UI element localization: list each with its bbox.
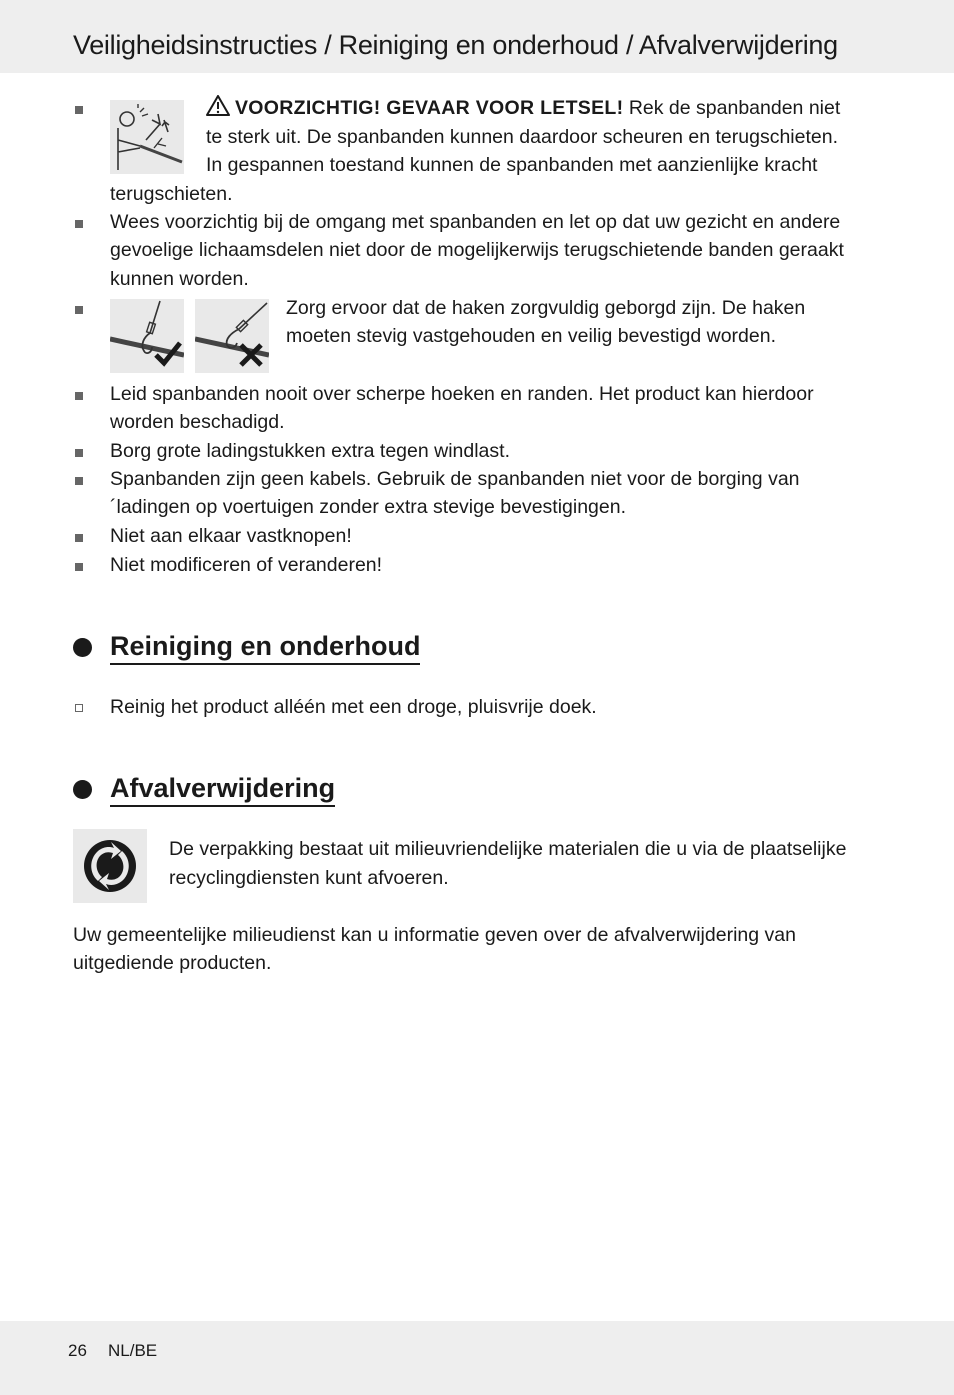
page-number: 26 [68, 1341, 87, 1360]
bullet [75, 392, 83, 400]
item3-line-1: Zorg ervoor dat de haken zorgvuldig geborgd zijn. De haken [286, 297, 806, 319]
warning-line-2: te sterk uit. De spanbanden kunnen daardoor scheuren en terugschieten. [206, 126, 839, 148]
locale-label: NL/BE [108, 1341, 158, 1360]
bullet-open [75, 704, 83, 712]
bullet [75, 106, 83, 114]
bullet [75, 220, 83, 228]
bullet [75, 534, 83, 542]
warning-line-3: In gespannen toestand kunnen de spanbanden met aanzienlijke kracht [206, 154, 818, 176]
item4-line-2: worden beschadigd. [110, 411, 285, 433]
disposal-heading: Afvalverwijdering [110, 773, 335, 807]
bullet [75, 477, 83, 485]
item2-line-2: gevoelige lichaamsdelen niet door de mogelijkerwijs terugschietende banden geraakt [110, 239, 844, 261]
item2-line-3: kunnen worden. [110, 268, 249, 290]
bullet [75, 306, 83, 314]
warning-line-1 [235, 94, 840, 123]
disposal-para1-line-2: recyclingdiensten kunt afvoeren. [169, 867, 449, 889]
disposal-para2-line-1: Uw gemeentelijke milieudienst kan u informatie geven over de afvalverwijdering van [73, 924, 796, 946]
stretch-warning-illustration [110, 100, 184, 174]
item5-text: Borg grote ladingstukken extra tegen windlast. [110, 440, 510, 462]
item4-line-1: Leid spanbanden nooit over scherpe hoeken en randen. Het product kan hierdoor [110, 383, 814, 405]
hook-correct-illustration [110, 299, 184, 373]
item8-text: Niet modificeren of veranderen! [110, 554, 383, 576]
disposal-para1-line-1: De verpakking bestaat uit milieuvriendelijke materialen die u via de plaatselijke [169, 838, 847, 860]
warning-title: VOORZICHTIG! GEVAAR VOOR LETSEL! [235, 97, 624, 119]
item6-line-2: ´ladingen op voertuigen zonder extra stevige bevestigingen. [110, 496, 627, 518]
green-dot-recycling-icon [73, 829, 147, 903]
page-title: Veiligheidsinstructies / Reiniging en onderhoud / Afvalverwijdering [73, 30, 838, 60]
disposal-para2-line-2: uitgediende producten. [73, 952, 272, 974]
hook-unsecured-cross-icon [195, 299, 269, 373]
cleaning-item-1: Reinig het product alléén met een droge, pluisvrije doek. [110, 696, 597, 718]
person-stretching-strap-icon [110, 100, 184, 174]
recycling-logo-box [73, 829, 147, 903]
item6-line-1: Spanbanden zijn geen kabels. Gebruik de spanbanden niet voor de borging van [110, 468, 800, 490]
section-bullet-dot [73, 638, 92, 657]
cleaning-heading: Reiniging en onderhoud [110, 631, 420, 665]
hook-secured-check-icon [110, 299, 184, 373]
hook-wrong-illustration [195, 299, 269, 373]
section-bullet-dot [73, 780, 92, 799]
warning-text: Rek de spanbanden niet [623, 97, 841, 119]
item2-line-1: Wees voorzichtig bij de omgang met spanbanden en let op dat uw gezicht en andere [110, 211, 841, 233]
warning-triangle-icon [206, 95, 230, 121]
item3-line-2: moeten stevig vastgehouden en veilig bevestigd worden. [286, 325, 776, 347]
item7-text: Niet aan elkaar vastknopen! [110, 525, 352, 547]
bullet [75, 449, 83, 457]
bullet [75, 563, 83, 571]
warning-line-4: terugschieten. [110, 183, 233, 205]
